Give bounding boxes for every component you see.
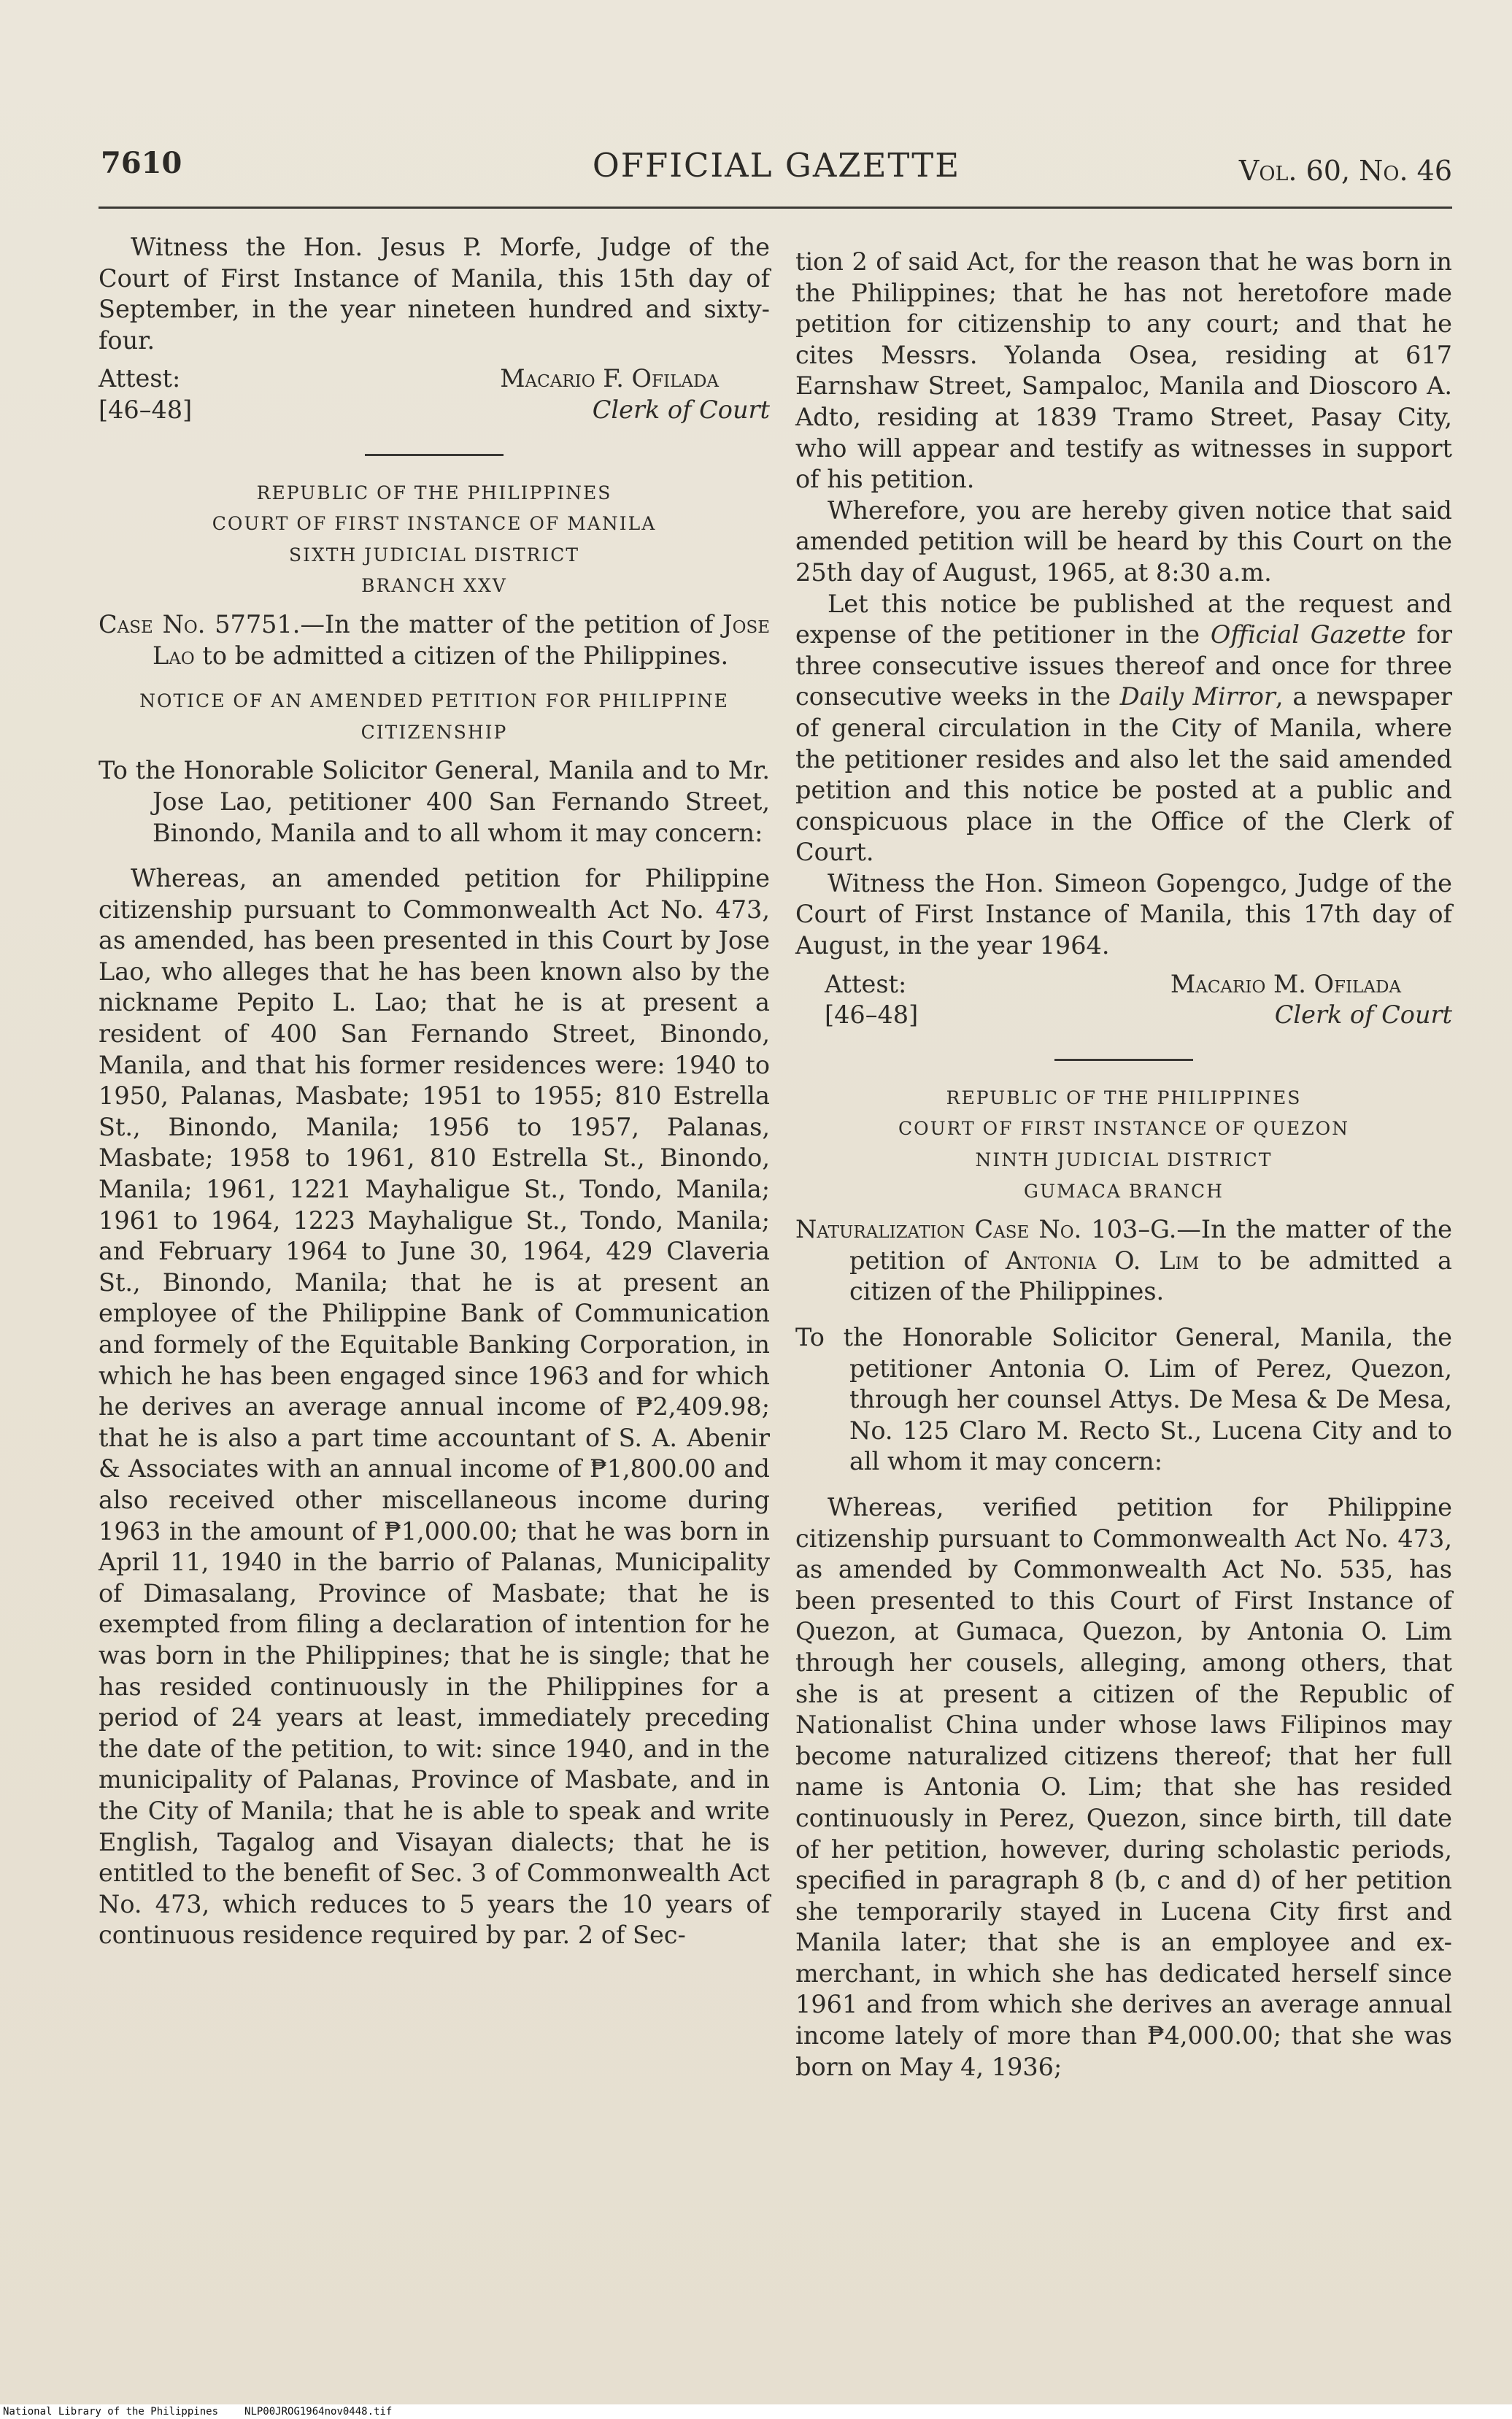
wherefore-paragraph: Wherefore, you are hereby given notice that said amended petition will be heard by this Court on the 25th day of August, 1965, at 8:30 a.m.	[795, 495, 1452, 587]
court-heading-1: REPUBLIC OF THE PHILIPPINES COURT OF FIRST INSTANCE OF MANILA SIXTH JUDICIAL DISTRICT BRANCH XXV	[212, 482, 657, 597]
address-paragraph-1: To the Honorable Solicitor General, Manila and to Mr. Jose Lao, petitioner 400 San Fernando Street, Binondo, Manila and to all whom it may concern:	[99, 756, 770, 847]
attest-ref-1: [46–48]	[99, 395, 193, 424]
section-divider-1	[365, 454, 504, 456]
attest-ref-2: [46–48]	[825, 1000, 919, 1030]
attest-label-1: Attest:	[99, 364, 181, 393]
header-rule	[99, 207, 1452, 209]
section-divider-2	[1054, 1059, 1193, 1061]
case-caption-2: Naturalization Case No. 103–G.—In the matter of the petition of Antonia O. Lim to be admitted a citizen of the Philippines.	[795, 1215, 1452, 1306]
page-header	[101, 146, 1452, 197]
footer-source: National Library of the Philippines	[3, 2406, 219, 2418]
petition-body-1-continued: tion 2 of said Act, for the reason that he was born in the Philippines; that he has not heretofore made petition for citizenship to any court; and that he cites Messrs. Yolanda Osea, residing at 617 Earnshaw Street, Sampaloc, Manila and Dioscoro A. Adto, residing at 1839 Tramo Street, Pasay City, who will appear and testify as witnesses in support of his petition.	[795, 247, 1452, 494]
footer-file-id: NLP00JROG1964nov0448.tif	[244, 2406, 393, 2418]
clerk-name-2: Macario M. Ofilada	[1170, 969, 1401, 998]
petition-body-1: Whereas, an amended petition for Philippine citizenship pursuant to Commonwealth Act No. 473, as amended, has been presented in this Court by Jose Lao, who alleges that he has been known also by the nickname Pepito L. Lao; that he is at present a resident of 400 San Fernando Street, Binondo, Manila, and that his former residences were: 1940 to 1950, Palanas, Masbate; 1951 to 1955; 810 Estrella St., Binondo, Manila; 1956 to 1957, Palanas, Masbate; 1958 to 1961, 810 Estrella St., Binondo, Manila; 1961, 1221 Mayhaligue St., Tondo, Manila; 1961 to 1964, 1223 Mayhaligue St., Tondo, Manila; and February 1964 to June 30, 1964, 429 Claveria St., Binondo, Manila; that he is at present an employee of the Philippine Bank of Communication and formely of the Equitable Banking Corporation, in which he has been engaged since 1963 and for which he derives an average annual income of ₱2,409.98; that he is also a part time accountant of S. A. Abenir & Associates with an annual income of ₱1,800.00 and also received other miscellaneous income during 1963 in the amount of ₱1,000.00; that he was born in April 11, 1940 in the barrio of Palanas, Municipality of Dimasalang, Province of Masbate; that he is exempted from filing a declaration of intention for he was born in the Philippines; that he is single; that he has resided continuously in the Philippines for a period of 24 years at least, immediately preceding the date of the petition, to wit: since 1940, and in the municipality of Palanas, Province of Masbate, and in the City of Manila; that he is able to speak and write English, Tagalog and Visayan dialects; that he is entitled to the benefit of Sec. 3 of Commonwealth Act No. 473, which reduces to 5 years the 10 years of continuous residence required by par. 2 of Sec-	[99, 864, 770, 1950]
right-column	[795, 247, 1452, 2083]
clerk-title-1: Clerk of Court	[592, 395, 770, 424]
clerk-name-1: Macario F. Ofilada	[500, 364, 719, 393]
case-caption-1: Case No. 57751.—In the matter of the petition of Jose Lao to be admitted a citizen of the Philippines.	[99, 609, 770, 670]
clerk-title-2: Clerk of Court	[1274, 1000, 1452, 1030]
volume-number: Vol. 60, No. 46	[1238, 155, 1452, 187]
left-column	[99, 232, 770, 1951]
page-number: 7610	[101, 146, 182, 180]
petition-body-2: Whereas, verified petition for Philippine citizenship pursuant to Commonwealth Act No. 473, as amended by Commonwealth Act No. 535, has been presented to this Court of First Instance of Quezon, at Gumaca, Quezon, by Antonia O. Lim through her cousels, alleging, among others, that she is at present a citizen of the Republic of Nationalist China under whose laws Filipinos may become naturalized citizens thereof; that her full name is Antonia O. Lim; that she has resided continuously in Perez, Quezon, since birth, till date of her petition, however, during scholastic periods, specified in paragraph 8 (b, c and d) of her petition she temporarily stayed in Lucena City first and Manila later; that she is an employee and ex-merchant, in which she has dedicated herself since 1961 and from which she derives an average annual income lately of more than ₱4,000.00; that she was born on May 4, 1936;	[795, 1492, 1452, 2081]
publication-title: OFFICIAL GAZETTE	[592, 146, 961, 185]
witness-paragraph-1: Witness the Hon. Jesus P. Morfe, Judge of the Court of First Instance of Manila, this 15th day of September, in the year nineteen hundred and sixty-four.	[99, 233, 770, 355]
publication-order: Let this notice be published at the request and expense of the petitioner in the Official Gazette for three consecutive issues thereof and once for three consecutive weeks in the Daily Mirror, a newspaper of general circulation in the City of Manila, where the petitioner resides and also let the said amended petition and this notice be posted at a public and conspicuous place in the Office of the Clerk of Court.	[795, 589, 1453, 867]
notice-title: NOTICE OF AN AMENDED PETITION FOR PHILIPPINE CITIZENSHIP	[139, 690, 729, 743]
address-paragraph-2: To the Honorable Solicitor General, Manila, the petitioner Antonia O. Lim of Perez, Quezon, through her counsel Attys. De Mesa & De Mesa, No. 125 Claro M. Recto St., Lucena City and to all whom it may concern:	[795, 1323, 1452, 1476]
scan-footer	[0, 2404, 1512, 2419]
attest-block-2	[795, 969, 1452, 1031]
attest-block-1	[99, 363, 770, 425]
attest-label-2: Attest:	[825, 969, 907, 998]
witness-paragraph-2: Witness the Hon. Simeon Gopengco, Judge of the Court of First Instance of Manila, this 17th day of August, in the year 1964.	[795, 868, 1452, 960]
court-heading-2: REPUBLIC OF THE PHILIPPINES COURT OF FIRST INSTANCE OF QUEZON NINTH JUDICIAL DISTRICT GUMACA BRANCH	[898, 1087, 1350, 1202]
